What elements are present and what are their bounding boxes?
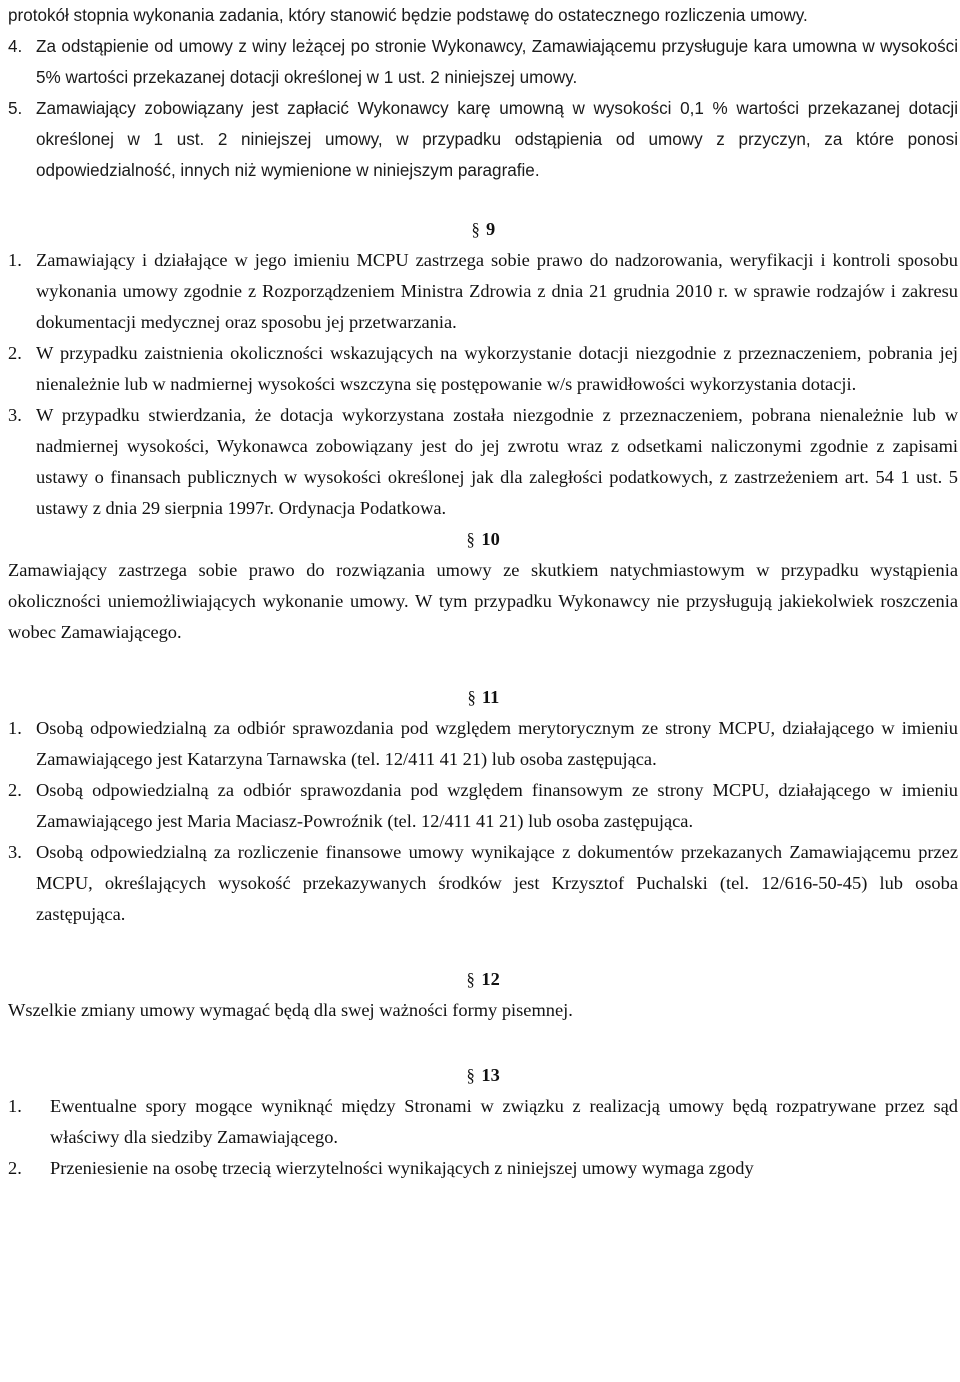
list-item <box>8 31 958 93</box>
item-text: Osobą odpowiedzialną za rozliczenie finansowe umowy wynikające z dokumentów przekazanych Zamawiającemu przez MCPU, określających wysokość przekazywanych środków jest Krzysztof Puchalski (tel. 12/616-50-45) lub osoba zastępująca. <box>36 842 958 924</box>
item-text: Za odstąpienie od umowy z winy leżącej po stronie Wykonawcy, Zamawiającemu przysługuje kara umowna w wysokości 5% wartości przekazanej dotacji określonej w 1 ust. 2 niniejszej umowy. <box>36 37 958 87</box>
section-heading <box>8 524 958 555</box>
paragraph-sign: § <box>467 687 476 707</box>
item-text: Przeniesienie na osobę trzecią wierzytelności wynikających z niniejszej umowy wymaga zgody <box>50 1158 754 1178</box>
item-number: 2. <box>8 343 22 363</box>
item-number: 1. <box>8 718 22 738</box>
section-11 <box>8 682 958 930</box>
section-number: 13 <box>481 1065 500 1085</box>
continuation-paragraph: protokół stopnia wykonania zadania, który stanowić będzie podstawę do ostatecznego rozliczenia umowy. <box>8 6 808 25</box>
paragraph-sign: § <box>471 219 480 239</box>
item-text: Zamawiający i działające w jego imieniu MCPU zastrzega sobie prawo do nadzorowania, weryfikacji i kontroli sposobu wykonania umowy zgodnie z Rozporządzeniem Ministra Zdrowia z dnia 21 grudnia 2010 r. w sprawie rodzajów i zakresu dokumentacji medycznej oraz sposobu jej przetwarzania. <box>36 250 958 332</box>
item-number: 3. <box>8 405 22 425</box>
item-text: W przypadku zaistnienia okoliczności wskazujących na wykorzystanie dotacji niezgodnie z przeznaczeniem, pobrania jej nienależnie lub w nadmiernej wysokości wszczyna się postępowanie w/s prawidłowości wykorzystania dotacji. <box>36 343 958 394</box>
section-number: 12 <box>481 969 500 989</box>
list-item <box>8 1153 958 1184</box>
section-12 <box>8 964 958 1026</box>
item-number: 1. <box>8 1096 22 1116</box>
item-text: Zamawiający zobowiązany jest zapłacić Wykonawcy karę umowną w wysokości 0,1 % wartości przekazanej dotacji określonej w 1 ust. 2 niniejszej umowy, w przypadku odstąpienia od umowy z przyczyn, za które ponosi odpowiedzialność, innych niż wymienione w niniejszym paragrafie. <box>36 99 958 180</box>
item-text: Osobą odpowiedzialną za odbiór sprawozdania pod względem finansowym ze strony MCPU, działającego w imieniu Zamawiającego jest Maria Maciasz-Powroźnik (tel. 12/411 41 21) lub osoba zastępująca. <box>36 780 958 831</box>
paragraph-sign: § <box>466 529 475 549</box>
section-8-tail <box>8 0 958 186</box>
section-heading <box>8 682 958 713</box>
section-number: 10 <box>481 529 500 549</box>
list-item <box>8 713 958 775</box>
item-number: 2. <box>8 780 22 800</box>
section-heading <box>8 1060 958 1091</box>
item-number: 1. <box>8 250 22 270</box>
section-13 <box>8 1060 958 1184</box>
item-text: W przypadku stwierdzania, że dotacja wykorzystana została niezgodnie z przeznaczeniem, pobrana nienależnie lub w nadmiernej wysokości, Wykonawca zobowiązany jest do jej zwrotu wraz z odsetkami naliczonymi zgodnie z zapisami ustawy o finansach publicznych w wysokości określonej jak dla zaległości podatkowych, z zastrzeżeniem art. 54 1 ust. 5 ustawy z dnia 29 sierpnia 1997r. Ordynacja Podatkowa. <box>36 405 958 518</box>
section-heading <box>8 214 958 245</box>
item-text: Osobą odpowiedzialną za odbiór sprawozdania pod względem merytorycznym ze strony MCPU, działającego w imieniu Zamawiającego jest Katarzyna Tarnawska (tel. 12/411 41 21) lub osoba zastępująca. <box>36 718 958 769</box>
list-item <box>8 245 958 338</box>
list-item <box>8 338 958 400</box>
list-item <box>8 1091 958 1153</box>
section-heading <box>8 964 958 995</box>
section-9 <box>8 214 958 524</box>
section-number: 9 <box>486 219 496 239</box>
item-number: 4. <box>8 37 23 56</box>
section-number: 11 <box>481 687 500 707</box>
paragraph-sign: § <box>466 969 475 989</box>
paragraph-sign: § <box>466 1065 475 1085</box>
section-paragraph: Zamawiający zastrzega sobie prawo do rozwiązania umowy ze skutkiem natychmiastowym w przypadku wystąpienia okoliczności uniemożliwiających wykonanie umowy. W tym przypadku Wykonawcy nie przysługują jakiekolwiek roszczenia wobec Zamawiającego. <box>8 560 958 642</box>
item-number: 3. <box>8 842 22 862</box>
section-10 <box>8 524 958 648</box>
list-item <box>8 837 958 930</box>
item-number: 5. <box>8 99 23 118</box>
list-item <box>8 775 958 837</box>
section-paragraph: Wszelkie zmiany umowy wymagać będą dla swej ważności formy pisemnej. <box>8 1000 573 1020</box>
list-item <box>8 93 958 186</box>
list-item <box>8 400 958 524</box>
item-text: Ewentualne spory mogące wyniknąć między Stronami w związku z realizacją umowy będą rozpatrywane przez sąd właściwy dla siedziby Zamawiającego. <box>50 1096 958 1147</box>
item-number: 2. <box>8 1158 22 1178</box>
